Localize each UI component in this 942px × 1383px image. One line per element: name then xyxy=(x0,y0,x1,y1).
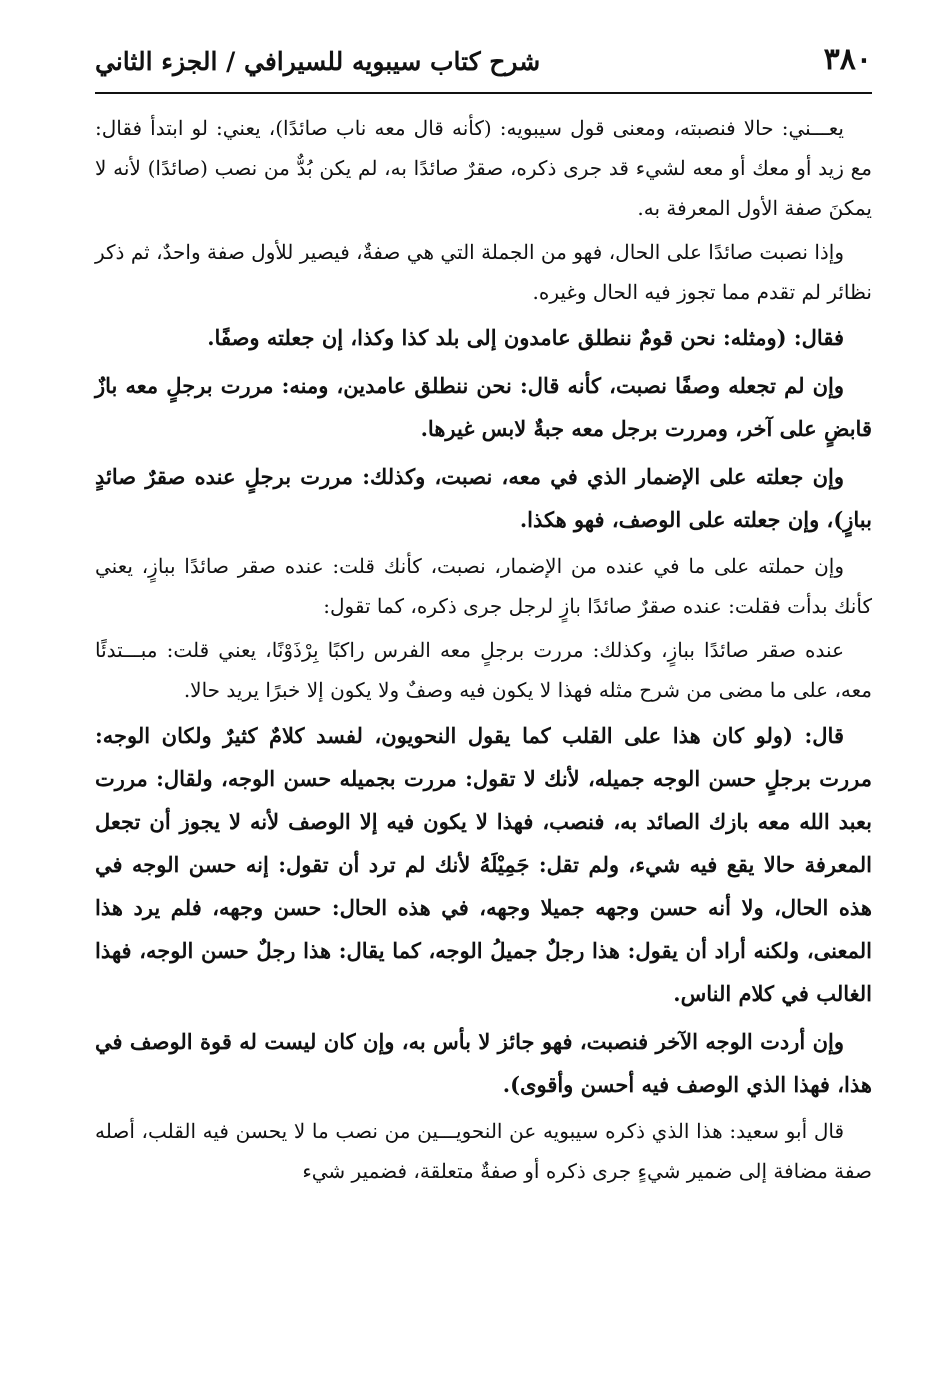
paragraph-5: وإن جعلته على الإضمار الذي في معه، نصبت، وكذلك: مررت برجلٍ عنده صقرٌ صائدٍ ببازٍ)، وإن جعلته على الوصف، فهو هكذا. xyxy=(95,464,872,532)
main-text xyxy=(95,108,872,1194)
paragraph-6: وإن حملته على ما في عنده من الإضمار، نصبت، كأنك قلت: عنده صقر صائدًا ببازٍ، يعني كأنك بدأت فقلت: عنده صقرٌ صائدًا بازٍ لرجل جرى ذكره، كما تقول: xyxy=(95,554,872,618)
paragraph-10: قال أبو سعيد: هذا الذي ذكره سيبويه عن النحويـــين من نصب ما لا يحسن فيه القلب، أصله صفة مضافة إلى ضمير شيءٍ جرى ذكره أو صفةٌ متعلقة، فضمير شيء xyxy=(95,1119,872,1183)
page-number: ٣٨٠ xyxy=(823,42,872,77)
paragraph-1: يعـــني: حالا فنصبته، ومعنى قول سيبويه: (كأنه قال معه ناب صائدًا)، يعني: لو ابتدأ فقال: مع زيد أو معك أو معه لشيء قد جرى ذكره، صقرٌ صائدًا به، لم يكن بُدٌّ من نصب (صائدًا) لأنه لا يمكنَ صفة الأول المعرفة به. xyxy=(95,116,872,220)
header-divider xyxy=(95,92,872,94)
paragraph-9: وإن أردت الوجه الآخر فنصبت، فهو جائز لا بأس به، وإن كان ليست له قوة الوصف في هذا، فهذا الذي الوصف فيه أحسن وأقوى). xyxy=(95,1029,872,1097)
page-header xyxy=(95,30,872,90)
paragraph-8: قال: (ولو كان هذا على القلب كما يقول النحويون، لفسد كلامٌ كثيرٌ ولكان الوجه: مررت برجلٍ حسن الوجه جميله، لأنك لا تقول: مررت بجميله حسن الوجه، ولقال: مررت بعبد الله معه بازك الصائد به، فنصب، فهذا لا يكون فيه إلا الوصف لأنه لا يجوز أن تجعل المعرفة حالا يقع فيه شيء، ولم تقل: جَمِيْلَهُ لأنك لم ترد أن تقول: إنه حسن الوجه في هذه الحال، ولا أنه حسن وجهه جميلا وجهه، في هذه الحال: حسن وجهه، فلم يرد هذا المعنى، ولكنه أراد أن يقول: هذا رجلٌ جميلُ الوجه، كما يقال: هذا رجلٌ حسن الوجه، فهذا الغالب في كلام الناس. xyxy=(95,723,872,1006)
paragraph-7: عنده صقر صائدًا ببازٍ، وكذلك: مررت برجلٍ معه الفرس راكبًا بِرْذَوْنًا، يعني قلت: مبـــتدئًا معه، على ما مضى من شرح مثله فهذا لا يكون فيه وصفٌ ولا يكون إلا خبرًا يريد حالا. xyxy=(95,638,872,702)
running-title: شرح كتاب سيبويه للسيرافي / الجزء الثاني xyxy=(95,47,541,76)
paragraph-3: فقال: (ومثله: نحن قومٌ ننطلق عامدون إلى بلد كذا وكذا، إن جعلته وصفًا. xyxy=(207,325,844,350)
paragraph-2: وإذا نصبت صائدًا على الحال، فهو من الجملة التي هي صفةٌ، فيصير للأول صفة واحدٌ، ثم ذكر نظائر لم تقدم مما تجوز فيه الحال وغيره. xyxy=(95,240,872,304)
paragraph-4: وإن لم تجعله وصفًا نصبت، كأنه قال: نحن ننطلق عامدين، ومنه: مررت برجلٍ معه بازٌ قابضٍ على آخر، ومررت برجل معه جبةٌ لابس غيرها. xyxy=(95,373,872,441)
